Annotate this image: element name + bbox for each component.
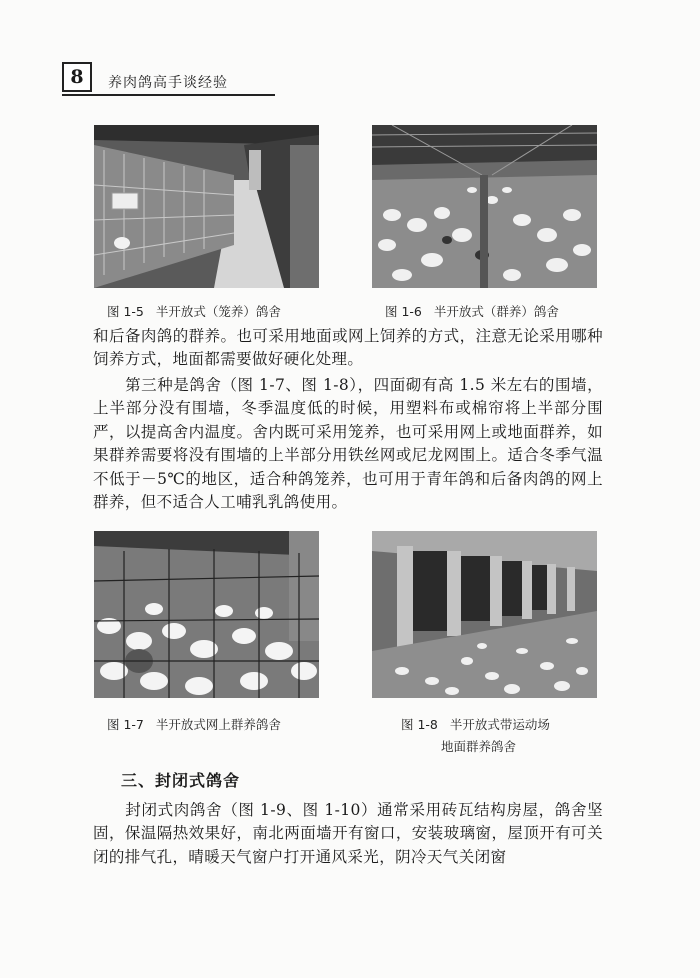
- body-paragraph: 第三种是鸽舍（图 1-7、图 1-8），四面砌有高 1.5 米左右的围墙，上半部分没有围墙，冬季温度低的时候，用塑料布或棉帘将上半部分围严，以提高舍内温度。舍内既可采用笼养，也可采用网上或地面群养，如果群养需要将没有围墙的上半部分用铁丝网或尼龙网围上。适合冬季气温不低于－5℃的地区，适合种鸽笼养，也可用于青年鸽和后备肉鸽的网上群养，但不适合人工哺乳乳鸽使用。: [93, 376, 603, 512]
- figure-number: 图 1-7: [107, 717, 144, 732]
- running-header-title: 养肉鸽高手谈经验: [108, 75, 228, 91]
- figure-1-7-caption: [107, 715, 281, 733]
- header-rule: [62, 94, 275, 96]
- body-paragraph: 封闭式肉鸽舍（图 1-9、图 1-10）通常采用砖瓦结构房屋，鸽舍坚固，保温隔热效果好，南北两面墙开有窗口，安装玻璃窗，屋顶开有可关闭的排气孔，晴暖天气窗户打开通风采光，阴冷天气关闭窗: [93, 801, 603, 866]
- figure-1-5-photo: [94, 125, 319, 288]
- figure-caption-text: 半开放式（笼养）鸽舍: [155, 304, 281, 319]
- figure-1-7-photo: [94, 531, 319, 698]
- figure-1-5-caption: [107, 302, 281, 320]
- page-number: 8: [62, 62, 92, 92]
- figure-caption-text: 半开放式网上群养鸽舍: [155, 717, 281, 732]
- figure-1-8-caption-line2: 地面群养鸽舍: [441, 739, 517, 754]
- figure-1-8-caption: [401, 715, 550, 733]
- figure-1-6-caption: [385, 302, 559, 320]
- figure-number: 图 1-8: [401, 717, 438, 732]
- figure-number: 图 1-6: [385, 304, 422, 319]
- figure-1-6-photo: [372, 125, 597, 288]
- body-paragraph: 和后备肉鸽的群养。也可采用地面或网上饲养的方式，注意无论采用哪种饲养方式，地面都需要做好硬化处理。: [93, 327, 603, 369]
- figure-caption-text: 半开放式带运动场: [449, 717, 550, 732]
- figure-number: 图 1-5: [107, 304, 144, 319]
- section-heading: 三、封闭式鸽舍: [121, 771, 241, 790]
- figure-1-8-photo: [372, 531, 597, 698]
- figure-caption-text: 半开放式（群养）鸽舍: [433, 304, 559, 319]
